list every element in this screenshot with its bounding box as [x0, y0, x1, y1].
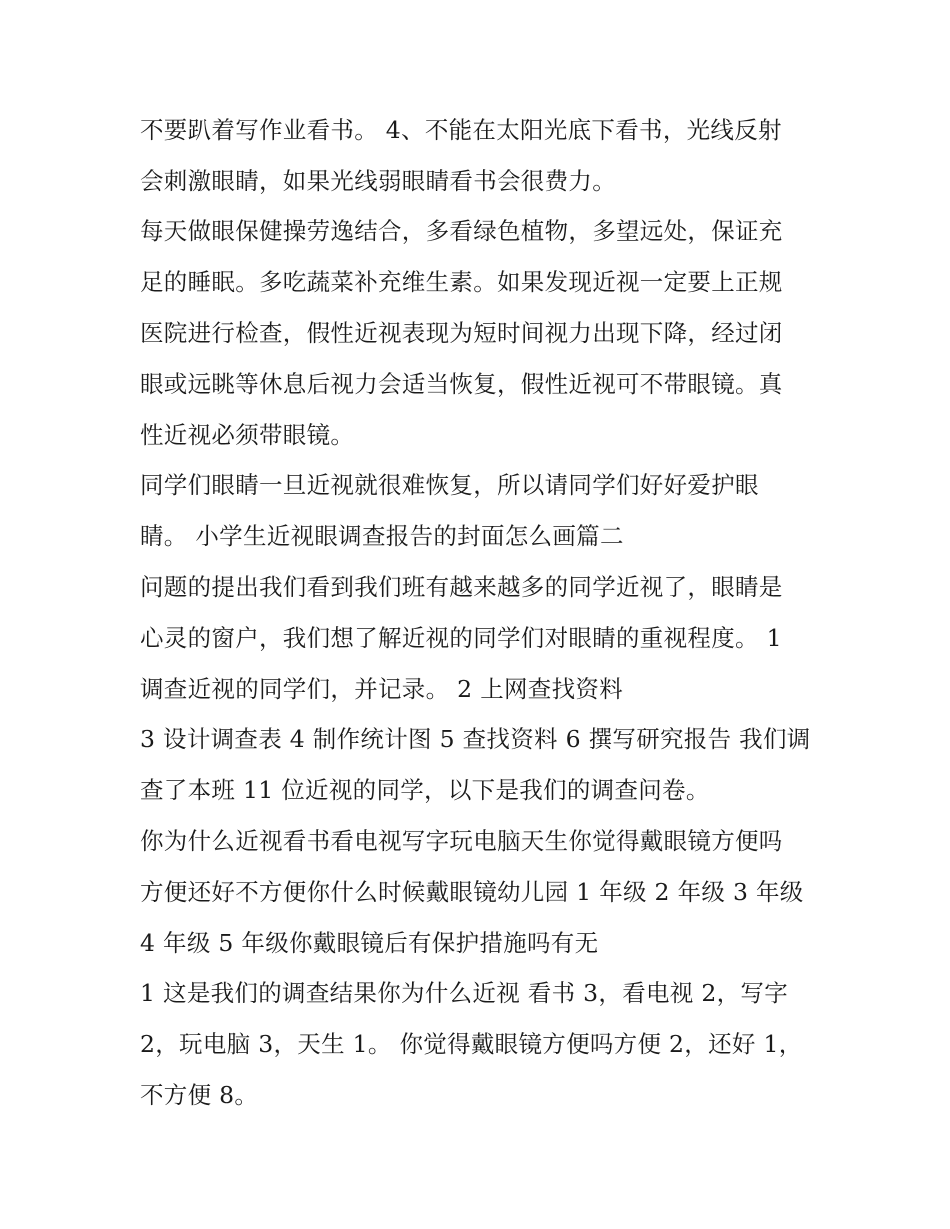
- text-line: 2，玩电脑 3，天生 1。 你觉得戴眼镜方便吗方便 2，还好 1，: [140, 1030, 803, 1058]
- text-line: 睛。 小学生近视眼调查报告的封面怎么画篇二: [140, 522, 624, 550]
- text-line: 同学们眼睛一旦近视就很难恢复，所以请同学们好好爱护眼: [140, 471, 759, 499]
- text-line: 查了本班 11 位近视的同学，以下是我们的调查问卷。: [140, 776, 710, 804]
- text-line: 1 这是我们的调查结果你为什么近视 看书 3，看电视 2，写字: [140, 979, 789, 1007]
- text-line: 问题的提出我们看到我们班有越来越多的同学近视了，眼睛是: [140, 573, 783, 601]
- text-line: 4 年级 5 年级你戴眼镜后有保护措施吗有无: [140, 929, 599, 957]
- text-line: 心灵的窗户，我们想了解近视的同学们对眼睛的重视程度。 1: [140, 624, 782, 652]
- text-line: 每天做眼保健操劳逸结合，多看绿色植物，多望远处，保证充: [140, 217, 783, 245]
- text-line: 不要趴着写作业看书。 4、不能在太阳光底下看书，光线反射: [140, 116, 782, 144]
- text-line: 不方便 8。: [140, 1081, 259, 1109]
- text-line: 医院进行检查，假性近视表现为短时间视力出现下降，经过闭: [140, 319, 783, 347]
- text-line: 调查近视的同学们，并记录。 2 上网查找资料: [140, 675, 623, 703]
- text-line: 你为什么近视看书看电视写字玩电脑天生你觉得戴眼镜方便吗: [140, 827, 783, 855]
- text-line: 3 设计调查表 4 制作统计图 5 查找资料 6 撰写研究报告 我们调: [140, 725, 811, 753]
- text-line: 会刺激眼睛，如果光线弱眼睛看书会很费力。: [140, 167, 616, 195]
- text-line: 足的睡眠。多吃蔬菜补充维生素。如果发现近视一定要上正规: [140, 268, 783, 296]
- text-line: 方便还好不方便你什么时候戴眼镜幼儿园 1 年级 2 年级 3 年级: [140, 878, 804, 906]
- text-line: 性近视必须带眼镜。: [140, 421, 355, 449]
- text-line: 眼或远眺等休息后视力会适当恢复，假性近视可不带眼镜。真: [140, 370, 783, 398]
